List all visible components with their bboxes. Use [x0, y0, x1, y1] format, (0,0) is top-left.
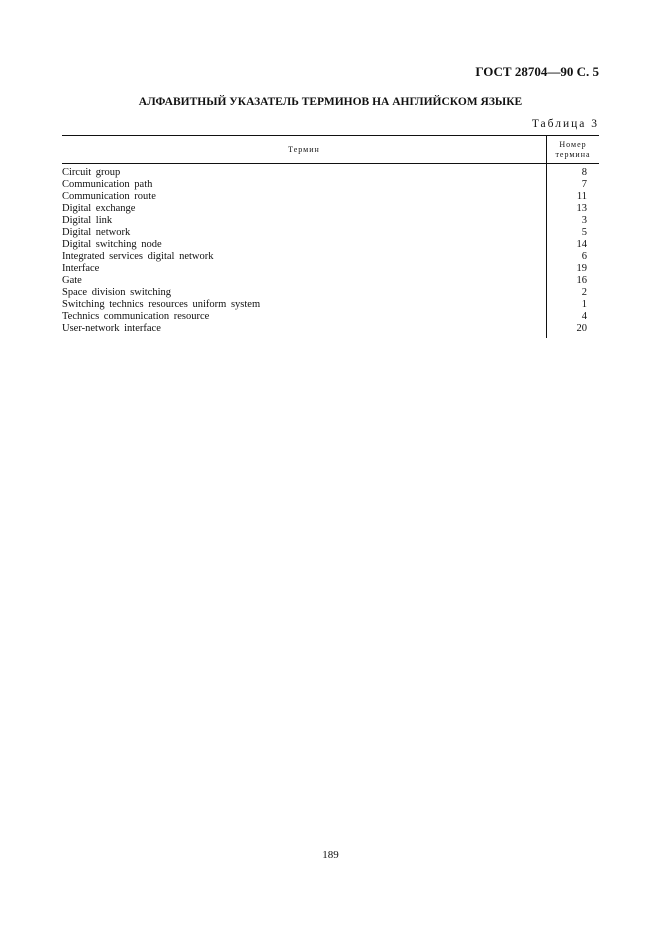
table-row [62, 263, 599, 275]
table-row [62, 215, 599, 227]
table-row [62, 227, 599, 239]
term-cell: Digital network [62, 227, 131, 238]
term-number-cell: 7 [547, 179, 600, 191]
table-header-row [62, 136, 599, 164]
column-header-number [547, 136, 600, 164]
term-number-cell: 8 [547, 164, 600, 180]
table-row [62, 164, 599, 180]
page-number: 189 [322, 849, 339, 861]
table-row [62, 287, 599, 299]
table-row [62, 275, 599, 287]
term-cell: Digital exchange [62, 203, 136, 214]
term-cell: Circuit group [62, 167, 121, 178]
table-row [62, 191, 599, 203]
column-header-term: Термин [62, 136, 547, 164]
term-number-cell: 3 [547, 215, 600, 227]
page-title: АЛФАВИТНЫЙ УКАЗАТЕЛЬ ТЕРМИНОВ НА АНГЛИЙСКОМ ЯЗЫКЕ [138, 96, 523, 108]
term-cell: Switching technics resources uniform system [62, 299, 261, 310]
term-number-cell: 6 [547, 251, 600, 263]
term-number-cell: 13 [547, 203, 600, 215]
table-caption: Таблица 3 [531, 118, 599, 130]
term-cell: Digital switching node [62, 239, 162, 250]
term-number-cell: 5 [547, 227, 600, 239]
term-cell: Digital link [62, 215, 113, 226]
term-number-cell: 16 [547, 275, 600, 287]
term-cell: Interface [62, 263, 100, 274]
table-row [62, 299, 599, 311]
term-cell: Space division switching [62, 287, 171, 298]
term-number-cell: 14 [547, 239, 600, 251]
term-number-cell: 1 [547, 299, 600, 311]
term-cell: Integrated services digital network [62, 251, 214, 262]
document-reference: ГОСТ 28704—90 С. 5 [475, 64, 599, 79]
term-cell: Communication route [62, 191, 156, 202]
term-number-cell: 19 [547, 263, 600, 275]
terms-index-table [62, 135, 599, 338]
term-cell: Communication path [62, 179, 153, 190]
table-row [62, 179, 599, 191]
table-row [62, 311, 599, 323]
term-number-cell: 2 [547, 287, 600, 299]
term-number-cell: 11 [547, 191, 600, 203]
term-cell: Technics communication resource [62, 311, 210, 322]
table-row [62, 323, 599, 338]
term-cell: User-network interface [62, 323, 161, 334]
term-cell: Gate [62, 275, 82, 286]
term-number-cell: 4 [547, 311, 600, 323]
term-number-cell: 20 [547, 323, 600, 338]
column-header-number-line1: Номер [559, 140, 587, 149]
table-row [62, 203, 599, 215]
column-header-number-line2: термина [555, 150, 591, 159]
table-row [62, 239, 599, 251]
table-row [62, 251, 599, 263]
